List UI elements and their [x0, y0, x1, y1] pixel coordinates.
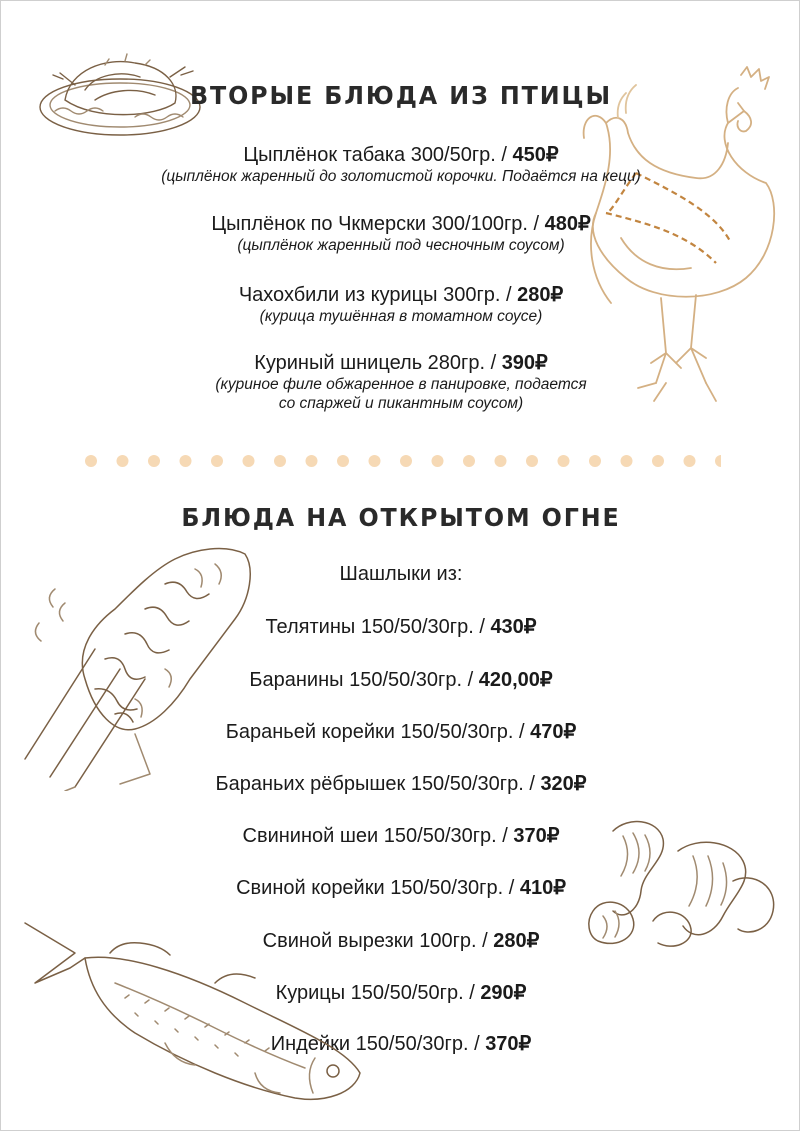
divider-dot	[211, 455, 223, 467]
divider-dot	[432, 455, 444, 467]
chanterelle-mushrooms-icon	[583, 811, 783, 953]
menu-item	[1, 771, 800, 796]
divider-dot	[85, 455, 97, 467]
menu-item	[1, 614, 800, 639]
menu-item	[1, 283, 800, 326]
divider-dot	[621, 455, 633, 467]
shashlik-skewers-icon	[15, 529, 260, 791]
item-name: Курицы 150/50/50гр. /	[275, 982, 481, 1004]
item-name: Свиной вырезки 100гр. /	[262, 930, 494, 952]
item-name: Баранины 150/50/30гр. /	[249, 669, 479, 691]
divider-dot	[463, 455, 475, 467]
item-price: 280₽	[493, 930, 540, 952]
menu-item	[1, 351, 800, 413]
divider-dot	[274, 455, 286, 467]
menu-item	[1, 212, 800, 255]
item-price: 480₽	[544, 213, 591, 235]
item-name: Телятины 150/50/30гр. /	[265, 616, 491, 638]
item-price: 390₽	[501, 352, 548, 374]
divider-dot	[684, 455, 696, 467]
item-name: Индейки 150/50/30гр. /	[270, 1033, 486, 1055]
item-description: со спаржей и пикантным соусом)	[278, 395, 524, 412]
divider-dot	[337, 455, 349, 467]
item-price: 410₽	[519, 877, 566, 899]
divider-dot	[306, 455, 318, 467]
menu-item	[1, 143, 800, 186]
fish-icon	[15, 913, 373, 1113]
item-name: Чахохбили из курицы 300гр. /	[238, 284, 518, 306]
item-name: Куриный шницель 280гр. /	[254, 352, 502, 374]
divider-dot	[715, 455, 721, 467]
divider-dot	[117, 455, 129, 467]
menu-item	[1, 667, 800, 692]
item-name: Бараньей корейки 150/50/30гр. /	[225, 721, 531, 743]
divider-dot	[400, 455, 412, 467]
divider-dot	[495, 455, 507, 467]
item-name: Свиной корейки 150/50/30гр. /	[236, 877, 520, 899]
section-subtitle: Шашлыки из:	[339, 563, 463, 585]
section-title-poultry: ВТОРЫЕ БЛЮДА ИЗ ПТИЦЫ	[189, 81, 613, 110]
divider-dot	[369, 455, 381, 467]
divider-dot	[180, 455, 192, 467]
menu-item	[1, 719, 800, 744]
dotted-divider	[81, 453, 721, 469]
item-description: (цыплёнок жаренный до золотистой корочки. Подаётся на кеци)	[161, 168, 641, 185]
item-name: Цыплёнок табака 300/50гр. /	[243, 144, 513, 166]
item-price: 280₽	[517, 284, 564, 306]
item-description: (куриное филе обжаренное в панировке, подается	[215, 376, 587, 393]
item-price: 450₽	[512, 144, 559, 166]
item-name: Цыплёнок по Чкмерски 300/100гр. /	[211, 213, 545, 235]
item-price: 370₽	[485, 1033, 532, 1055]
item-price: 370₽	[513, 825, 560, 847]
item-price: 420,00₽	[478, 669, 553, 691]
item-price: 430₽	[490, 616, 537, 638]
item-name: Бараньих рёбрышек 150/50/30гр. /	[215, 773, 541, 795]
item-price: 290₽	[480, 982, 527, 1004]
item-description: (курица тушённая в томатном соусе)	[259, 308, 543, 325]
divider-dot	[558, 455, 570, 467]
item-description: (цыплёнок жаренный под чесночным соусом)	[237, 237, 565, 254]
item-name: Свининой шеи 150/50/30гр. /	[242, 825, 514, 847]
section-title-grill: БЛЮДА НА ОТКРЫТОМ ОГНЕ	[181, 503, 621, 532]
divider-dot	[526, 455, 538, 467]
item-price: 470₽	[530, 721, 577, 743]
divider-dot	[243, 455, 255, 467]
item-price: 320₽	[540, 773, 587, 795]
divider-dot	[148, 455, 160, 467]
divider-dot	[652, 455, 664, 467]
divider-dot	[589, 455, 601, 467]
